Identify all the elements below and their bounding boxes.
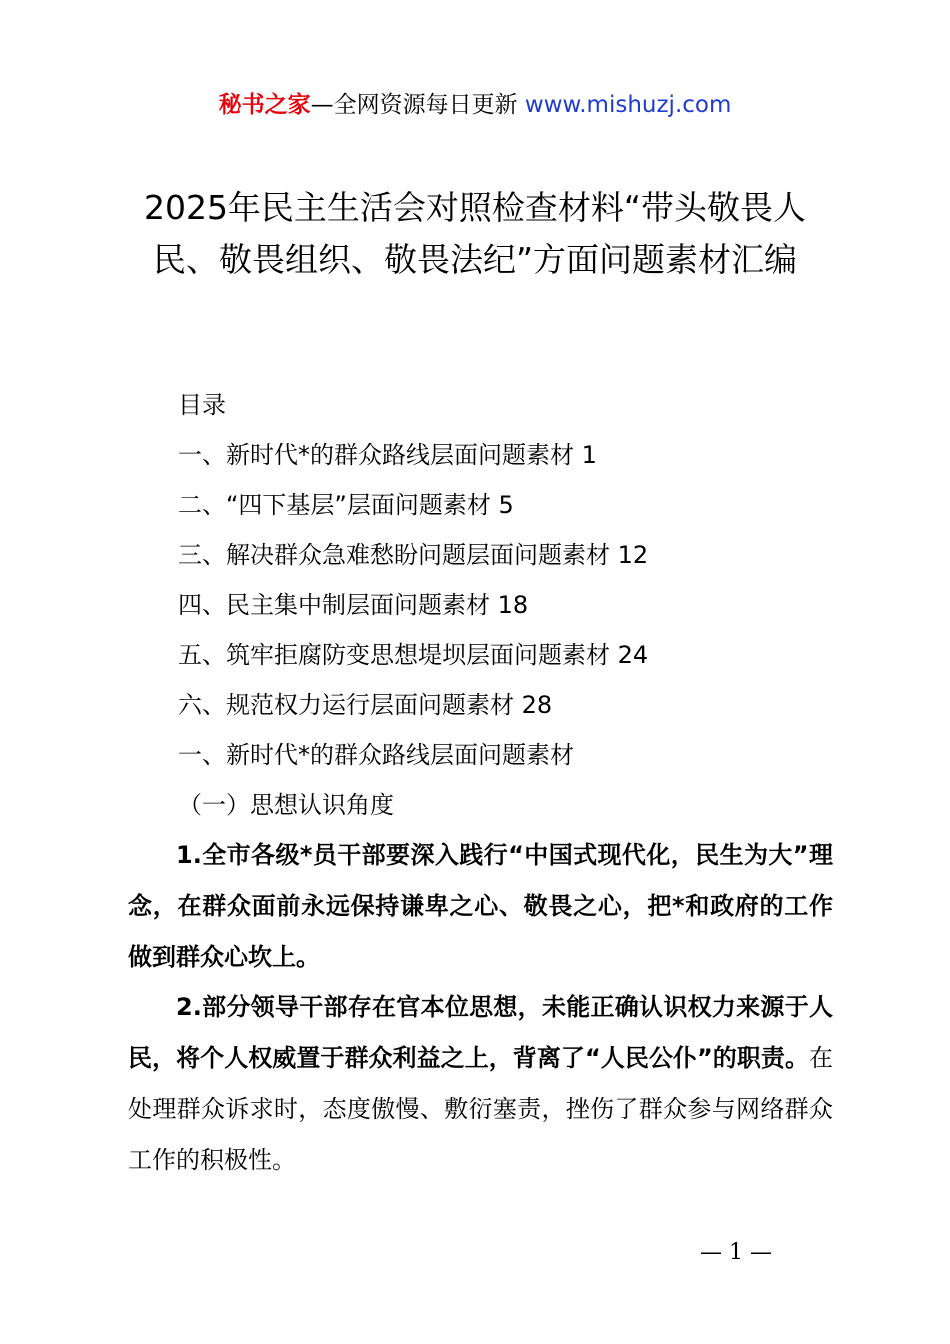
toc-item: 五、筑牢拒腐防变思想堤坝层面问题素材 24 [178, 641, 649, 669]
site-header [0, 88, 950, 122]
brand-name: 秘书之家 [218, 92, 311, 118]
paragraph-2 [128, 982, 833, 1186]
header-tagline: —全网资源每日更新 [310, 92, 518, 118]
paragraph-2-bold: 2.部分领导干部存在官本位思想，未能正确认识权力来源于人民，将个人权威置于群众利益之上，背离了“人民公仆”的职责。 [128, 993, 833, 1072]
page-number: — 1 — [700, 1240, 772, 1265]
paragraph-1 [128, 830, 833, 983]
toc-item: 一、新时代*的群众路线层面问题素材 1 [178, 441, 597, 469]
table-of-contents [178, 430, 648, 730]
toc-item: 三、解决群众急难愁盼问题层面问题素材 12 [178, 541, 649, 569]
toc-item: 二、“四下基层”层面问题素材 5 [178, 491, 514, 519]
site-url-link[interactable]: www.mishuzj.com [524, 92, 732, 118]
document-title: 2025年民主生活会对照检查材料“带头敬畏人民、敬畏组织、敬畏法纪”方面问题素材汇编 [143, 188, 807, 279]
toc-item: 六、规范权力运行层面问题素材 28 [178, 691, 553, 719]
sub-heading: （一）思想认识角度 [178, 791, 394, 819]
section-heading: 一、新时代*的群众路线层面问题素材 [178, 741, 574, 769]
toc-item: 四、民主集中制层面问题素材 18 [178, 591, 529, 619]
toc-heading: 目录 [178, 391, 226, 419]
paragraph-1-bold: 1.全市各级*员干部要深入践行“中国式现代化，民生为大”理念，在群众面前永远保持谦卑之心、敬畏之心，把*和政府的工作做到群众心坎上。 [128, 841, 833, 971]
paragraph-2-normal: 在处理群众诉求时，态度傲慢、敷衍塞责，挫伤了群众参与网络群众工作的积极性。 [128, 1044, 833, 1174]
